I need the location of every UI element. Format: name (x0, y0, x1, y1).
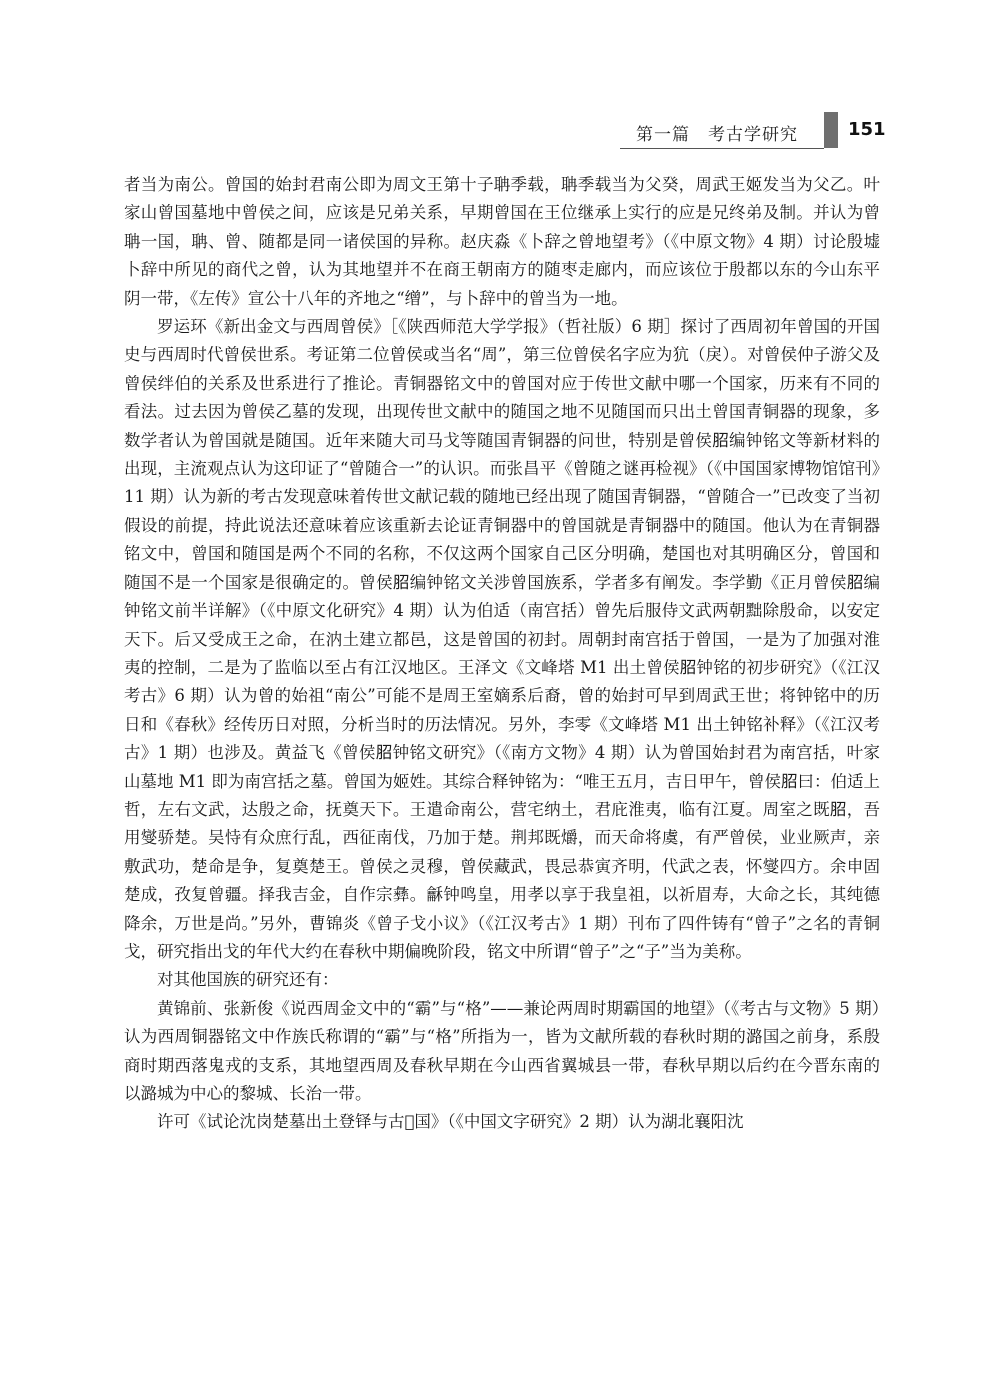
paragraph: 许可《试论沈岗楚墓出土登铎与古𢼸国》（《中国文字研究》2 期）认为湖北襄阳沈 (157, 1112, 744, 1132)
paragraph: 者当为南公。曾国的始封君南公即为周文王第十子聃季载，聃季载当为父癸，周武王姬发当为父乙。叶家山曾国墓地中曾侯之间，应该是兄弟关系，早期曾国在王位继承上实行的应是兄终弟及制。并认为曾聃一国，聃、曾、随都是同一诸侯国的异称。赵庆淼《卜辞之曾地望考》（《中原文物》4 期）讨论殷墟卜辞中所见的商代之曾，认为其地望并不在商王朝南方的随枣走廊内，而应该位于殷都以东的今山东平阴一带，《左传》宣公十八年的齐地之“缯”，与卜辞中的曾当为一地。 (124, 175, 880, 308)
header-bar (824, 112, 838, 148)
running-header (0, 112, 1004, 152)
paragraph: 黄锦前、张新俊《说西周金文中的“霸”与“格”——兼论两周时期霸国的地望》（《考古与文物》5 期）认为西周铜器铭文中作族氏称谓的“霸”与“格”所指为一，皆为文献所载的春秋时期的潞国之前身，系殷商时期西落鬼戎的支系，其地望西周及春秋早期在今山西省翼城县一带，春秋早期以后约在今晋东南的以潞城为中心的黎城、长治一带。 (124, 998, 880, 1103)
body-text (124, 171, 880, 1137)
paragraph: 罗运环《新出金文与西周曾侯》［《陕西师范大学学报》（哲社版）6 期］探讨了西周初年曾国的开国史与西周时代曾侯世系。考证第二位曾侯或当名“周”，第三位曾侯名字应为犺（戾）。对曾侯仲子游父及曾侯绊伯的关系及世系进行了推论。青铜器铭文中的曾国对应于传世文献中哪一个国家，历来有不同的看法。过去因为曾侯乙墓的发现，出现传世文献中的随国之地不见随国而只出土曾国青铜器的现象，多数学者认为曾国就是随国。近年来随大司马戈等随国青铜器的问世，特别是曾侯𦚔编钟铭文等新材料的出现，主流观点认为这印证了“曾随合一”的认识。而张昌平《曾随之谜再检视》（《中国国家博物馆馆刊》11 期）认为新的考古发现意味着传世文献记载的随地已经出现了随国青铜器，“曾随合一”已改变了当初假设的前提，持此说法还意味着应该重新去论证青铜器中的曾国就是青铜器中的随国。他认为在青铜器铭文中，曾国和随国是两个不同的名称，不仅这两个国家自己区分明确，楚国也对其明确区分，曾国和随国不是一个国家是很确定的。曾侯𦚔编钟铭文关涉曾国族系，学者多有阐发。李学勤《正月曾侯𦚔编钟铭文前半详解》（《中原文化研究》4 期）认为伯适（南宫括）曾先后服侍文武两朝黜除殷命，以安定天下。后又受成王之命，在汭土建立都邑，这是曾国的初封。周朝封南宫括于曾国，一是为了加强对淮夷的控制，二是为了监临以至占有江汉地区。王泽文《文峰塔 M1 出土曾侯𦚔钟铭的初步研究》（《江汉考古》6 期）认为曾的始祖“南公”可能不是周王室嫡系后裔，曾的始封可早到周武王世；将钟铭中的历日和《春秋》经传历日对照，分析当时的历法情况。另外，李零《文峰塔 M1 出土钟铭补释》（《江汉考古》1 期）也涉及。黄益飞《曾侯𦚔钟铭文研究》（《南方文物》4 期）认为曾国始封君为南宫括，叶家山墓地 M1 即为南宫括之墓。曾国为姬姓。其综合释钟铭为：“唯王五月，吉日甲午，曾侯𦚔曰：伯适上哲，左右文武，达殷之命，抚奠天下。王遣命南公，营宅纳土，君庇淮夷，临有江夏。周室之既𦚔，吾用燮骄楚。吴恃有众庶行乱，西征南伐，乃加于楚。荆邦既爝，而天命将虞，有严曾侯，业业厥声，亲敷武功，楚命是争，复奠楚王。曾侯之灵穆，曾侯藏武，畏忌恭寅齐明，代武之表，怀燮四方。余申固楚成，孜复曾疆。择我吉金，自作宗彝。龢钟鸣皇，用孝以享于我皇祖，以祈眉寿，大命之长，其纯德降余，万世是尚。”另外，曹锦炎《曾子戈小议》（《江汉考古》1 期）刊布了四件铸有“曾子”之名的青铜戈，研究指出戈的年代大约在春秋中期偏晚阶段，铭文中所谓“曾子”之“子”当为美称。 (124, 317, 881, 961)
page-number: 151 (848, 119, 886, 140)
paragraph: 对其他国族的研究还有： (157, 970, 339, 990)
section-title: 第一篇 考古学研究 (636, 125, 798, 145)
header-rule (620, 148, 824, 149)
